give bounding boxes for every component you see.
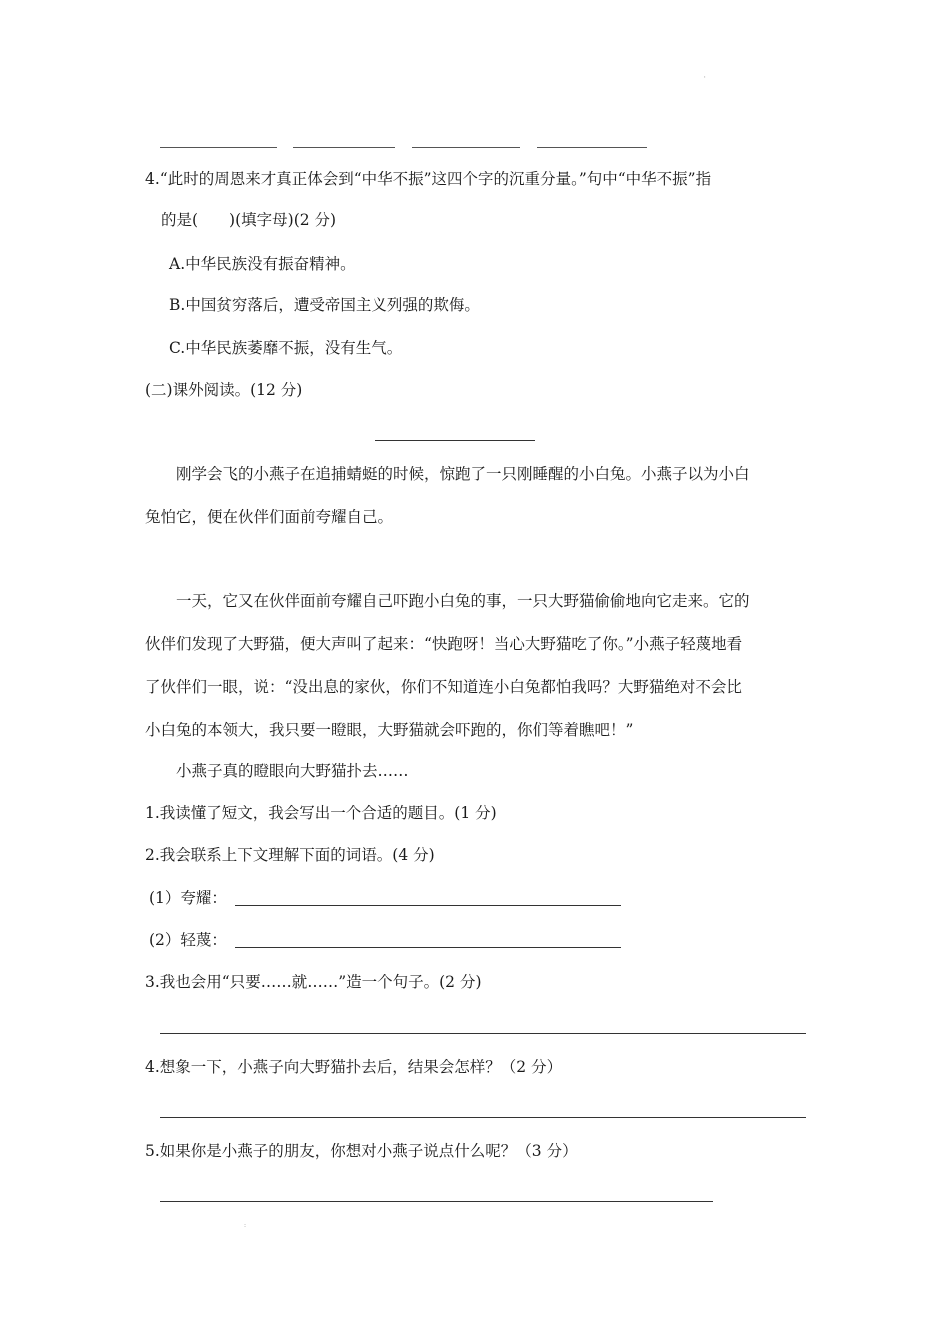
page-mark-bottom: :: [244, 1222, 247, 1229]
passage-p2-line2: 伙伴们发现了大野猫，便大声叫了起来：“快跑呀！当心大野猫吃了你。”小燕子轻蔑地看: [145, 635, 743, 653]
question-2-item-2: (2）轻蔑：: [149, 931, 227, 949]
option-b: B.中国贫穷落后，遭受帝国主义列强的欺侮。: [169, 296, 480, 314]
question-2: 2.我会联系上下文理解下面的词语。(4 分): [145, 846, 435, 864]
answer-blank-4[interactable]: [537, 147, 647, 148]
option-a: A.中华民族没有振奋精神。: [169, 255, 356, 273]
passage-p1-line1: 刚学会飞的小燕子在追捕蜻蜓的时候，惊跑了一只刚睡醒的小白兔。小燕子以为小白: [176, 465, 750, 483]
question-2-item-1: (1）夸耀：: [149, 889, 227, 907]
title-blank[interactable]: [375, 440, 535, 441]
passage-p2-line3: 了伙伴们一眼，说：“没出息的家伙，你们不知道连小白兔都怕我吗？大野猫绝对不会比: [145, 678, 742, 696]
answer-line-q4[interactable]: [160, 1117, 806, 1118]
question-1: 1.我读懂了短文，我会写出一个合适的题目。(1 分): [145, 804, 497, 822]
question-4-prev-line2: 的是( )(填字母)(2 分): [161, 211, 337, 229]
question-3: 3.我也会用“只要……就……”造一个句子。(2 分): [145, 973, 482, 991]
answer-line-q2-2[interactable]: [235, 947, 621, 948]
question-4: 4.想象一下，小燕子向大野猫扑去后，结果会怎样？（2 分）: [145, 1058, 563, 1076]
passage-p1-line2: 兔怕它，便在伙伴们面前夸耀自己。: [145, 508, 394, 526]
question-5: 5.如果你是小燕子的朋友，你想对小燕子说点什么呢？（3 分）: [145, 1142, 578, 1160]
section-heading: (二)课外阅读。(12 分): [145, 381, 303, 399]
answer-line-q2-1[interactable]: [235, 905, 621, 906]
page-mark-top: ': [704, 76, 706, 83]
option-c: C.中华民族萎靡不振，没有生气。: [169, 339, 403, 357]
answer-blank-1[interactable]: [160, 147, 277, 148]
passage-p2-line1: 一天，它又在伙伴面前夸耀自己吓跑小白兔的事，一只大野猫偷偷地向它走来。它的: [176, 592, 750, 610]
answer-line-q5[interactable]: [160, 1201, 713, 1202]
passage-p3-line1: 小燕子真的瞪眼向大野猫扑去……: [176, 762, 409, 780]
answer-blank-3[interactable]: [412, 147, 520, 148]
question-4-prev-line1: 4.“此时的周恩来才真正体会到“中华不振”这四个字的沉重分量。”句中“中华不振”指: [145, 170, 712, 188]
answer-line-q3[interactable]: [160, 1033, 806, 1034]
passage-p2-line4: 小白兔的本领大，我只要一瞪眼，大野猫就会吓跑的，你们等着瞧吧！”: [145, 721, 634, 739]
answer-blank-2[interactable]: [293, 147, 395, 148]
